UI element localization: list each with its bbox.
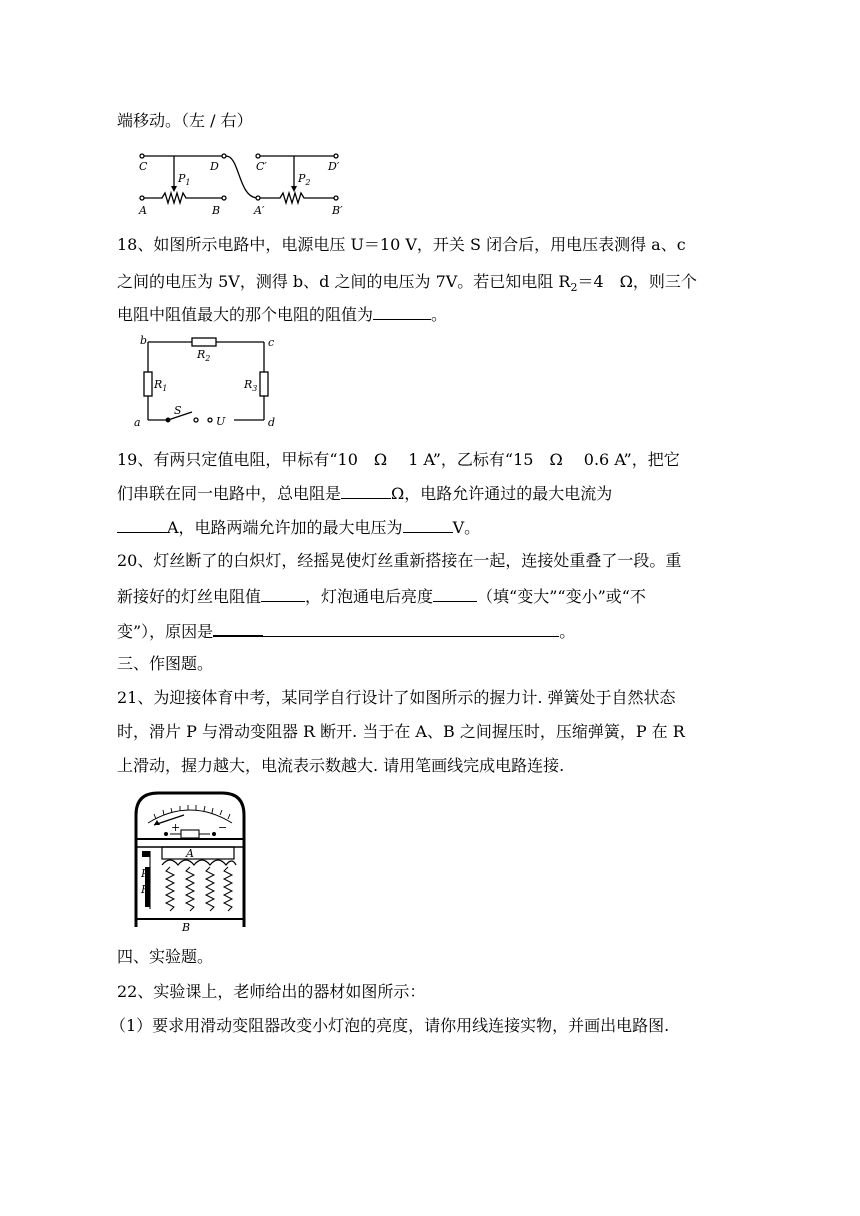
q18-line-3: 电阻中阻值最大的那个电阻的阻值为 。 [117,302,447,327]
q22-line-1: 22、实验课上，老师给出的器材如图所示： [117,982,426,1001]
fig18-label-r3: $R_3$ [244,378,258,393]
answer-blank[interactable] [433,584,477,602]
answer-blank[interactable] [261,584,305,602]
fig21-label-b: B [182,921,191,933]
q19-line-3: A，电路两端允许加的最大电压为 V。 [117,515,480,540]
q21-line-2: 时，滑片 P 与滑动变阻器 R 断开. 当于在 A、B 之间握压时，压缩弹簧，P 在 R [117,722,685,741]
fig21-label-a: A [186,847,194,860]
fig17-label-c-prime: C′ [256,160,267,173]
answer-blank[interactable] [117,515,167,533]
fig18-label-s: S [174,404,182,417]
fig17-label-b-prime: B′ [332,204,343,217]
q22-line-2: （1）要求用滑动变阻器改变小灯泡的亮度，请你用线连接实物，并画出电路图. [110,1016,670,1035]
fig21-label-p: P [141,867,149,880]
answer-blank[interactable] [213,618,263,637]
fig21-plus-sign: + [171,821,181,834]
figure-21-grip-force-meter [128,787,250,933]
q20-line-2: 新接好的灯丝电阻值 ，灯泡通电后亮度 （填“变大”“变小”或“不 [117,584,646,609]
q18-line-1: 18、如图所示电路中，电源电压 U＝10 V，开关 S 闭合后，用电压表测得 a、c [117,235,686,254]
answer-blank[interactable] [373,302,431,320]
fig17-label-p2: $P_2$ [298,172,311,187]
fig21-label-r: R [141,883,150,896]
fig18-label-r1: $R_1$ [154,378,168,393]
fig17-label-d: D [210,160,219,173]
q21-line-3: 上滑动，握力越大，电流表示数越大. 请用笔画线完成电路连接. [117,756,565,775]
q20-line-1: 20、灯丝断了的白炽灯，经摇晃使灯丝重新搭接在一起，连接处重叠了一段。重 [117,551,682,570]
q17-text-tail: 端移动。（左 / 右） [117,111,253,130]
fig18-label-b: b [140,334,148,347]
q19-line-1: 19、有两只定值电阻，甲标有“10 Ω 1 A”，乙标有“15 Ω 0.6 A”，把它 [117,450,680,469]
figure-18-circuit [130,332,280,430]
section-3-heading: 三、作图题。 [117,654,214,673]
fig18-label-a: a [134,416,141,429]
fig17-label-a-prime: A′ [254,204,265,217]
section-4-heading: 四、实验题。 [117,947,214,966]
fig17-label-d-prime: D′ [328,160,340,173]
fig18-label-r2: $R_2$ [197,348,211,363]
fig17-label-p1: $P_1$ [178,172,191,187]
answer-blank[interactable] [403,515,453,533]
figure-17-rheostats [130,150,350,218]
fig17-label-b: B [212,204,221,217]
q21-line-1: 21、为迎接体育中考，某同学自行设计了如图所示的握力计. 弹簧处于自然状态 [117,688,676,707]
fig17-label-a: A [139,204,147,217]
fig18-label-c: c [268,336,275,349]
q20-line-3: 变”），原因是 。 [117,618,575,644]
answer-blank[interactable] [341,481,391,499]
answer-blank[interactable] [263,619,559,637]
fig21-minus-sign: − [218,821,228,834]
q18-line-2: 之间的电压为 5V，测得 b、d 之间的电压为 7V。若已知电阻 $R_2=4$ Ω，则三个 [117,272,697,295]
q19-line-2: 们串联在同一电路中，总电阻是 Ω，电路允许通过的最大电流为 [117,481,612,506]
fig18-label-u: U [216,415,226,428]
fig18-label-d: d [268,416,276,429]
fig17-label-c: C [139,160,148,173]
